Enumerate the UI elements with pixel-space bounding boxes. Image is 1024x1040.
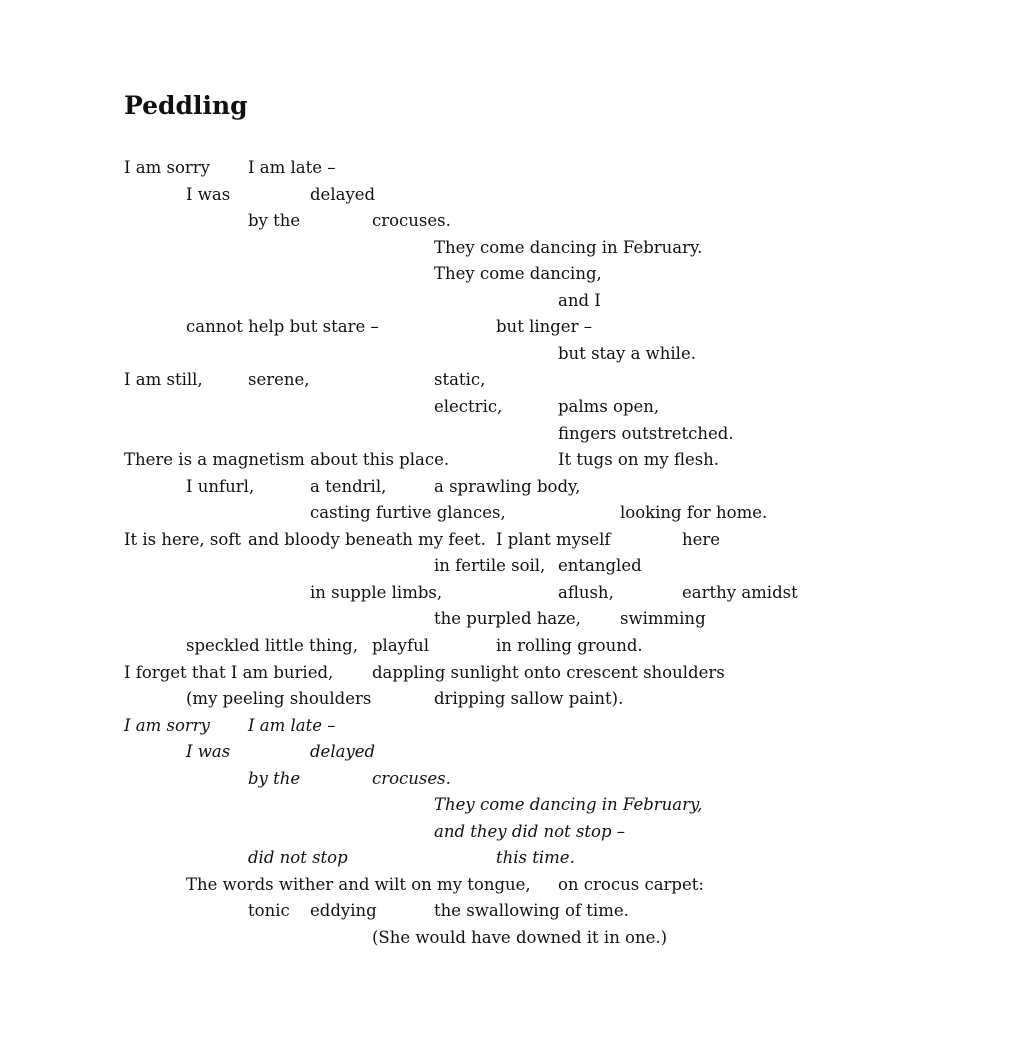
- poem-line-fragment: a tendril,: [310, 476, 387, 496]
- poem-line-fragment: dappling sunlight onto crescent shoulders: [372, 662, 725, 682]
- poem-title: Peddling: [124, 91, 248, 120]
- poem-line-fragment: dripping sallow paint).: [434, 689, 624, 708]
- poem-line-fragment: by the: [248, 211, 301, 231]
- poem-line-fragment: by the: [248, 768, 301, 788]
- poem-line-fragment: and they did not stop –: [434, 821, 626, 841]
- poem-line-fragment: I plant myself: [496, 529, 611, 549]
- poem-line-fragment: in fertile soil,: [434, 556, 546, 576]
- poem-line-fragment: I was: [186, 184, 231, 204]
- poem-line-fragment: the purpled haze,: [434, 609, 581, 629]
- poem-line-fragment: There is a magnetism about this place.: [124, 450, 450, 470]
- poem-line-fragment: It tugs on my flesh.: [558, 450, 720, 470]
- poem-line-fragment: casting furtive glances,: [310, 503, 506, 523]
- poem-line-fragment: but linger –: [496, 317, 592, 337]
- poem-line-fragment: aflush,: [558, 582, 614, 602]
- poem-line-fragment: here: [682, 529, 721, 549]
- poem-line-fragment: serene,: [248, 370, 310, 390]
- poem-line-fragment: speckled little thing,: [186, 635, 358, 655]
- poem-line-fragment: earthy amidst: [682, 582, 798, 602]
- poem-line-fragment: fingers outstretched.: [558, 423, 734, 443]
- poem-line-fragment: They come dancing in February,: [434, 795, 703, 815]
- poem-line-fragment: I was: [186, 742, 231, 762]
- poem-line-fragment: delayed: [310, 184, 376, 204]
- poem-line-fragment: cannot help but stare –: [186, 317, 379, 337]
- poem-line-fragment: on crocus carpet:: [558, 874, 704, 894]
- poem-line-fragment: (my peeling shoulders: [186, 689, 372, 708]
- poem-line-fragment: (She would have downed it in one.): [372, 928, 668, 947]
- poem-line-fragment: crocuses.: [372, 211, 451, 231]
- poem-line-fragment: static,: [434, 370, 486, 390]
- poem-line-fragment: eddying: [310, 901, 377, 921]
- poem-line-fragment: I am late –: [248, 158, 336, 177]
- poem-line-fragment: playful: [372, 635, 430, 655]
- poem-line-fragment: palms open,: [558, 397, 660, 416]
- poem-line-fragment: They come dancing,: [434, 264, 602, 284]
- poem-line-fragment: but stay a while.: [558, 343, 696, 363]
- poem-line-fragment: I am sorry: [124, 715, 210, 735]
- poem-line-fragment: and I: [558, 290, 601, 310]
- poem-line-fragment: tonic: [248, 901, 290, 921]
- poem-line-fragment: in supple limbs,: [310, 582, 443, 602]
- poem-line-fragment: The words wither and wilt on my tongue,: [186, 874, 531, 894]
- poem-line-fragment: the swallowing of time.: [434, 901, 629, 921]
- poem-line-fragment: this time.: [496, 848, 575, 868]
- poem-line-fragment: I am sorry: [124, 158, 210, 177]
- poem-line-fragment: and bloody beneath my feet.: [248, 529, 486, 549]
- poem-line-fragment: swimming: [620, 609, 706, 629]
- poem-line-fragment: delayed: [310, 742, 376, 762]
- poem-line-fragment: looking for home.: [620, 503, 768, 523]
- poem-line-fragment: crocuses.: [372, 768, 451, 788]
- poem-line-fragment: did not stop: [248, 848, 348, 868]
- poem-line-fragment: I am still,: [124, 370, 203, 390]
- poem-line-fragment: entangled: [558, 556, 642, 576]
- poem-line-fragment: in rolling ground.: [496, 635, 643, 655]
- poem-line-fragment: I forget that I am buried,: [124, 662, 334, 682]
- poem-line-fragment: I unfurl,: [186, 476, 255, 496]
- poem-line-fragment: electric,: [434, 397, 503, 416]
- poem-line-fragment: It is here, soft: [124, 529, 242, 549]
- poem-line-fragment: They come dancing in February.: [434, 237, 703, 257]
- poem-line-fragment: a sprawling body,: [434, 476, 581, 496]
- poem-line-fragment: I am late –: [248, 715, 336, 735]
